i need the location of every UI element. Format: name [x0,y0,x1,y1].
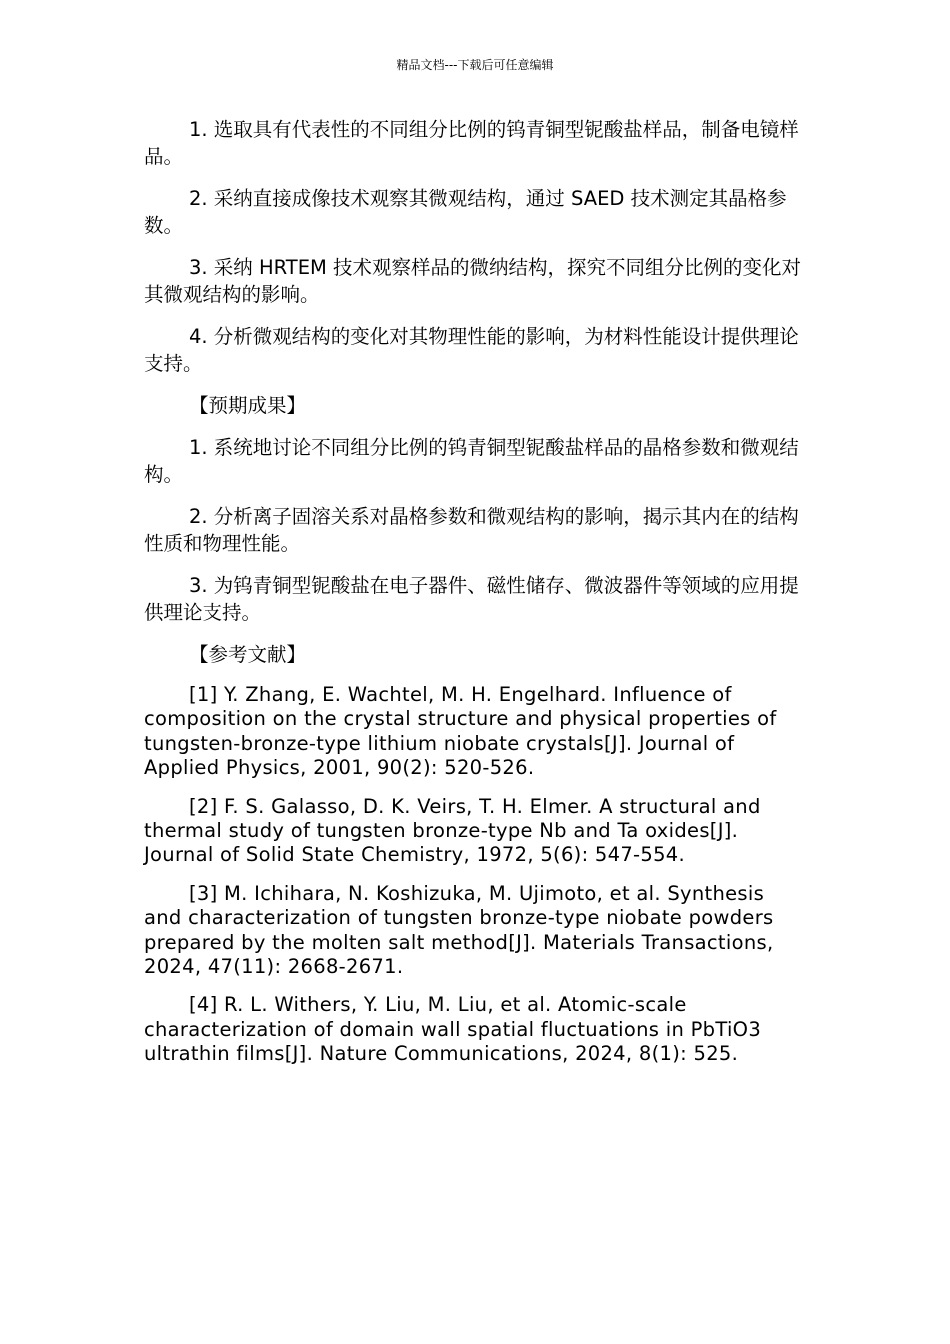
method-steps [144,116,804,377]
method-step-3: 3. 采纳 HRTEM 技术观察样品的微纳结构，探究不同组分比例的变化对其微观结构的影响。 [144,256,802,306]
references-list [144,683,804,1067]
method-step-2: 2. 采纳直接成像技术观察其微观结构，通过 SAED 技术测定其晶格参数。 [144,187,787,237]
expected-result-1: 1. 系统地讨论不同组分比例的钨青铜型铌酸盐样品的晶格参数和微观结构。 [144,436,799,486]
expected-result-3: 3. 为钨青铜型铌酸盐在电子器件、磁性储存、微波器件等领域的应用提供理论支持。 [144,574,799,624]
document-body [144,116,804,1081]
method-step-4: 4. 分析微观结构的变化对其物理性能的影响，为材料性能设计提供理论支持。 [144,325,799,375]
expected-results-heading: 【预期成果】 [189,394,307,417]
reference-item-2: [2] F. S. Galasso, D. K. Veirs, T. H. Elmer. A structural and thermal study of tungsten bronze-type Nb and Ta oxides[J]. Journal of Solid State Chemistry, 1972, 5(6): 547-554. [144,794,761,867]
page-header: 精品文档---下载后可任意编辑 [396,58,554,72]
reference-item-1: [1] Y. Zhang, E. Wachtel, M. H. Engelhard. Influence of composition on the crystal structure and physical properties of tungsten-bronze-type lithium niobate crystals[J]. Journal of Applied Physics, 2001, 90(2): 520-526. [144,683,777,780]
reference-item-4: [4] R. L. Withers, Y. Liu, M. Liu, et al. Atomic-scale characterization of domain wall spatial fluctuations in PbTiO3 ultrathin films[J]. Nature Communications, 2024, 8(1): 525. [144,993,762,1066]
expected-results-list [144,434,804,626]
method-step-1: 1. 选取具有代表性的不同组分比例的钨青铜型铌酸盐样品，制备电镜样品。 [144,118,799,168]
reference-item-3: [3] M. Ichihara, N. Koshizuka, M. Ujimoto, et al. Synthesis and characterization of tungsten bronze-type niobate powders prepared by the molten salt method[J]. Materials Transactions, 2024, 47(11): 2668-2671. [144,881,774,979]
expected-result-2: 2. 分析离子固溶关系对晶格参数和微观结构的影响，揭示其内在的结构性质和物理性能。 [144,505,799,555]
references-heading: 【参考文献】 [189,643,307,666]
